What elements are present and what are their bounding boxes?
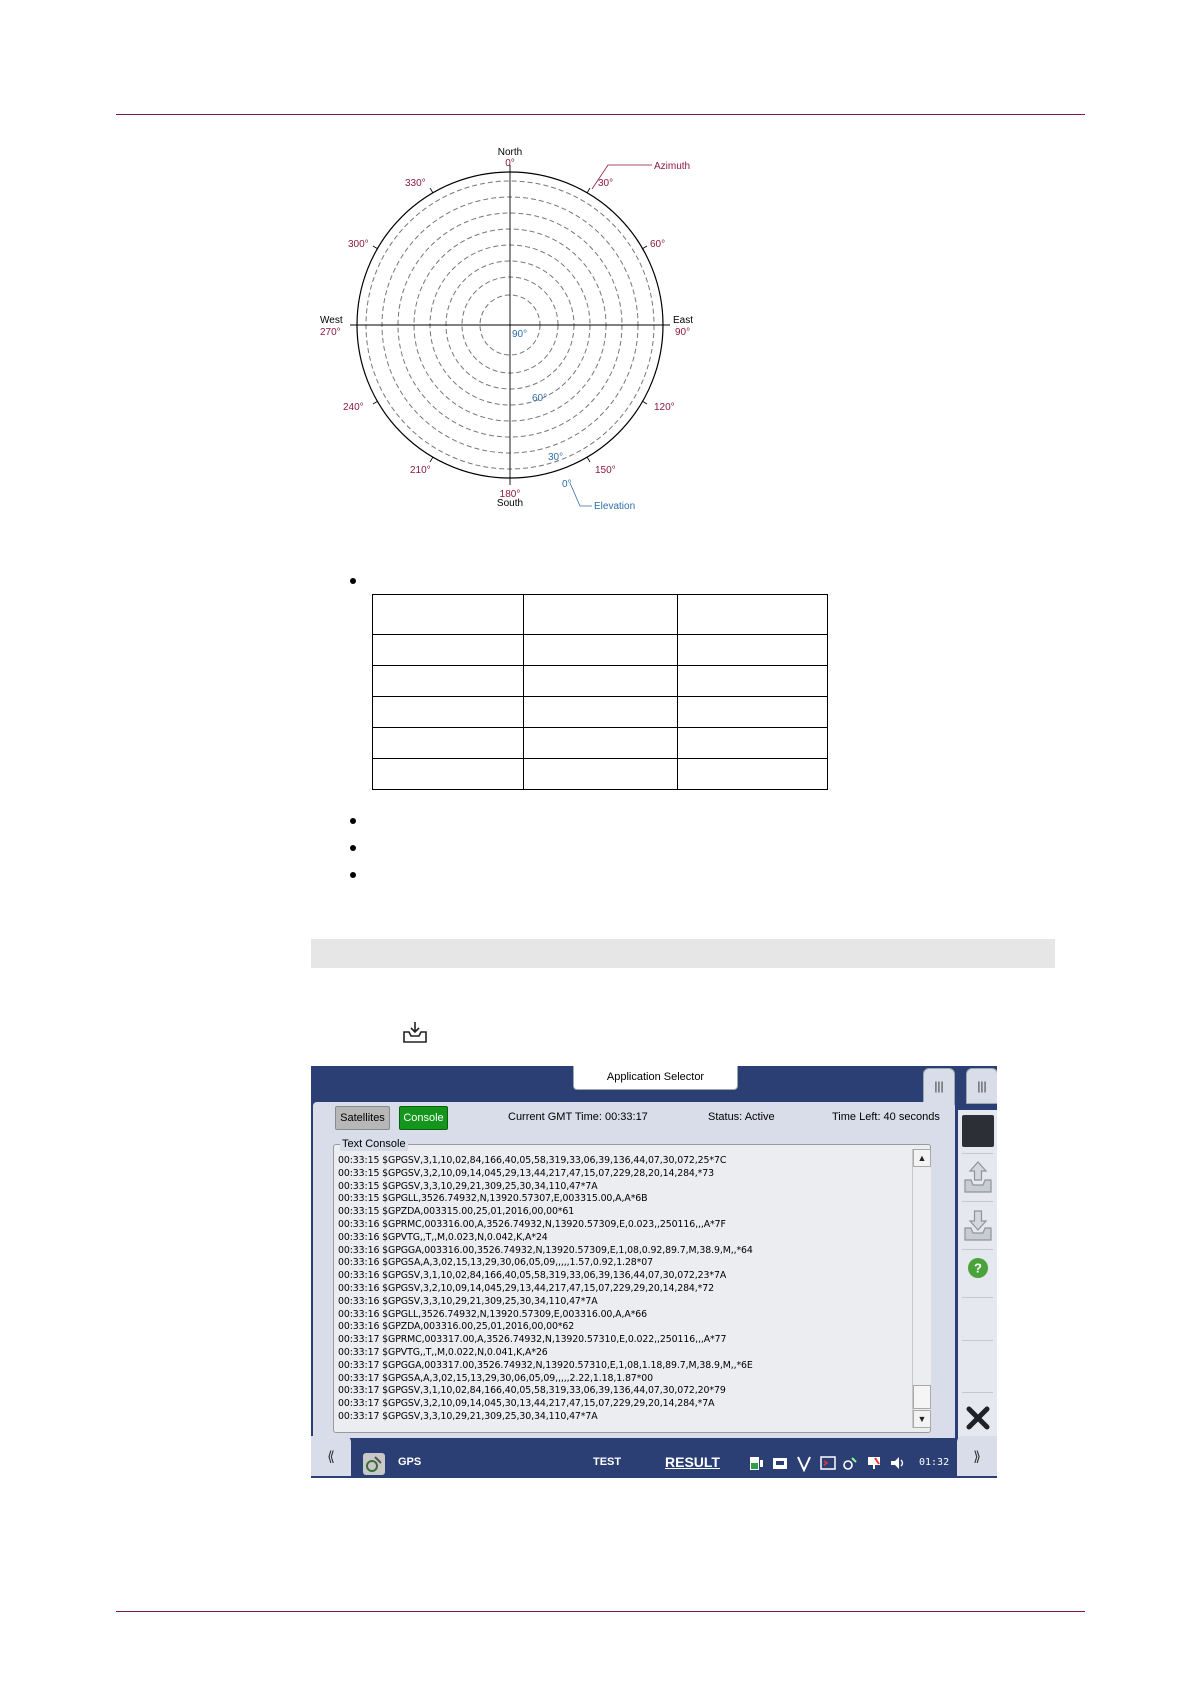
footer-rule [116,1611,1085,1612]
battery-icon [747,1454,765,1472]
console-line: 00:33:17 $GPGSV,3,3,10,29,21,309,25,30,34,110,47*7A [338,1410,598,1422]
tray-download-icon [962,1206,994,1244]
save-to-tray-icon [402,1020,428,1044]
tick-0: 0° [505,158,515,169]
south-label: South [496,498,524,509]
console-output [338,1155,753,1424]
azimuth-callout: Azimuth [654,161,691,172]
console-line: 00:33:16 $GPZDA,003316.00,25,01,2016,00,00*62 [338,1321,575,1333]
console-line: 00:33:16 $GPGSV,3,2,10,09,14,045,29,13,44,217,47,15,07,229,29,20,14,284,*72 [338,1282,714,1294]
list-bullet [350,818,356,824]
tick-210: 210° [410,465,431,476]
tick-90: 90° [675,327,691,338]
svg-text:?: ? [973,1260,982,1276]
tick-150: 150° [595,465,616,476]
text-console-title: Text Console [342,1138,406,1150]
collapse-left-tab[interactable]: ⟪ [311,1436,351,1476]
right-toolbar [958,1110,997,1444]
tick-330: 330° [405,178,426,189]
north-label: North [497,147,523,158]
gps-signal-icon [841,1454,859,1472]
console-line: 00:33:16 $GPGSA,A,3,02,15,13,29,30,06,05,09,,,,,1.57,0.92,1.28*07 [338,1257,653,1269]
tray-upload-icon [962,1158,994,1196]
table-row [373,595,828,635]
application-selector-tab[interactable]: Application Selector [573,1066,738,1090]
close-button[interactable] [958,1396,997,1440]
network-icon [865,1454,883,1472]
console-line: 00:33:16 $GPRMC,003316.00,A,3526.74932,N,13920.57309,E,0.023,,250116,,,A*7F [338,1218,726,1230]
tick-30: 30° [598,178,614,189]
console-line: 00:33:17 $GPGSA,A,3,02,15,13,29,30,06,05,09,,,,,2.22,1.18,1.87*00 [338,1372,653,1384]
tick-120: 120° [654,402,675,413]
console-line: 00:33:17 $GPGGA,003317.00,3526.74932,N,13920.57310,E,1,08,1.18,89.7,M,38.9,M,,*6E [338,1359,753,1371]
elev-90: 90° [512,329,528,340]
display-toggle-button[interactable] [958,1110,997,1152]
console-line: 00:33:16 $GPGLL,3526.74932,N,13920.57309,E,003316.00,A,A*66 [338,1308,648,1320]
data-table [372,594,828,790]
tick-60: 60° [650,239,666,250]
app-name-label: GPS [398,1456,422,1468]
section-heading-band [311,939,1055,968]
save-button[interactable] [958,1202,997,1248]
tick-240: 240° [343,402,364,413]
scroll-down-button[interactable]: ▼ [913,1410,931,1428]
status-bar [311,1448,997,1478]
table-row [373,697,828,728]
help-button[interactable] [958,1250,997,1286]
tick-270: 270° [320,327,341,338]
text-console [333,1138,931,1433]
list-bullet [350,845,356,851]
table-row [373,728,828,759]
table-row [373,759,828,790]
console-line: 00:33:17 $GPGSV,3,1,10,02,84,166,40,05,58,319,33,06,39,136,44,07,30,072,20*79 [338,1385,726,1397]
list-bullet [350,872,356,878]
square-icon [962,1115,994,1147]
status-readout: Status: Active [708,1111,775,1123]
console-scrollbar[interactable] [912,1149,931,1428]
elev-0: 0° [562,479,572,490]
speaker-icon [889,1454,907,1472]
console-line: 00:33:15 $GPGLL,3526.74932,N,13920.57307,E,003315.00,A,A*6B [338,1193,648,1205]
gmt-time-readout: Current GMT Time: 00:33:17 [508,1111,648,1123]
close-icon [965,1405,991,1431]
console-line: 00:33:15 $GPZDA,003315.00,25,01,2016,00,00*61 [338,1206,575,1218]
expand-right-tab[interactable]: ⟫ [957,1436,997,1476]
console-line: 00:33:17 $GPGSV,3,2,10,09,14,045,30,13,44,217,47,15,07,229,29,20,14,284,*7A [338,1398,715,1410]
tick-300: 300° [348,239,369,250]
satellites-button[interactable]: Satellites [335,1106,390,1130]
console-line: 00:33:15 $GPGSV,3,3,10,29,21,309,25,30,34,110,47*7A [338,1180,598,1192]
clock-readout: 01:32 [919,1457,950,1468]
console-line: 00:33:16 $GPGSV,3,3,10,29,21,309,25,30,34,110,47*7A [338,1295,598,1307]
list-bullet [350,578,356,584]
side-panel-tab[interactable]: ||| [923,1068,955,1104]
gps-app-icon[interactable] [363,1453,385,1475]
time-left-readout: Time Left: 40 seconds [832,1111,940,1123]
scroll-up-button[interactable]: ▲ [913,1149,931,1167]
header-rule [116,114,1085,115]
table-row [373,635,828,666]
v-icon [795,1454,813,1472]
console-line: 00:33:17 $GPRMC,003317.00,A,3526.74932,N,13920.57310,E,0.022,,250116,,,A*77 [338,1334,727,1346]
tick-180: 180° [499,489,521,500]
console-line: 00:33:16 $GPGSV,3,1,10,02,84,166,40,05,58,319,33,06,39,136,44,07,30,072,23*7A [338,1270,727,1282]
console-line: 00:33:16 $GPGGA,003316.00,3526.74932,N,13920.57309,E,1,08,0.92,89.7,M,38.9,M,,*64 [338,1244,753,1256]
elev-30: 30° [548,452,564,463]
console-line: 00:33:16 $GPVTG,,T,,M,0.023,N,0.042,K,A*24 [338,1231,548,1243]
console-line: 00:33:15 $GPGSV,3,2,10,09,14,045,29,13,44,217,47,15,07,229,28,20,14,284,*73 [338,1167,714,1179]
main-panel [313,1102,955,1438]
scroll-thumb[interactable] [913,1385,931,1409]
side-panel-tab[interactable]: ||| [966,1068,997,1104]
elevation-callout: Elevation [594,501,636,512]
elev-60: 60° [532,393,548,404]
console-button[interactable]: Console [399,1106,448,1130]
terminal-icon [819,1454,837,1472]
polar-diagram [310,145,730,530]
result-label[interactable]: RESULT [665,1454,720,1470]
storage-icon [771,1454,789,1472]
device-screen [311,1066,997,1478]
table-row [373,666,828,697]
east-label: East [673,315,694,326]
west-label: West [320,315,343,326]
console-line: 00:33:17 $GPVTG,,T,,M,0.022,N,0.041,K,A*26 [338,1346,548,1358]
help-icon [967,1257,989,1279]
test-label[interactable]: TEST [593,1456,622,1468]
upload-button[interactable] [958,1154,997,1200]
console-line: 00:33:15 $GPGSV,3,1,10,02,84,166,40,05,58,319,33,06,39,136,44,07,30,072,25*7C [338,1155,727,1166]
